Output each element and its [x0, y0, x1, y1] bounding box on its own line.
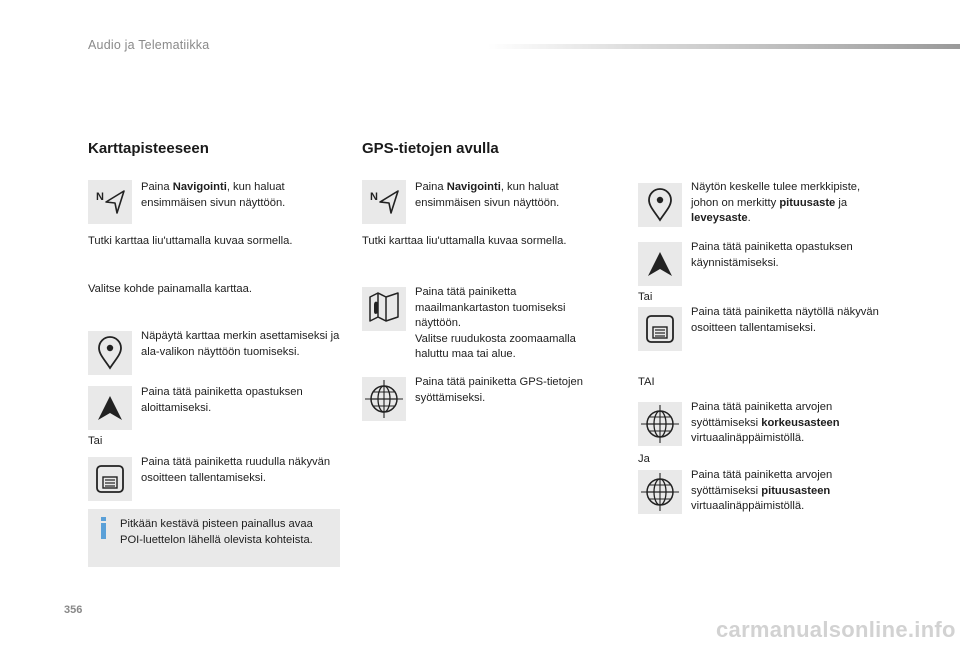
right-step3: Paina tätä painiketta näytöllä näkyvän osoitteen tallentamiseksi. [691, 306, 879, 334]
header-bar [488, 44, 960, 49]
left-step4: Näpäytä karttaa merkin asettamiseksi ja ala-valikon näyttöön tuomiseksi. [141, 330, 340, 358]
start-guidance-icon [638, 242, 682, 286]
middle-step4: Paina tätä painiketta GPS-tietojen syöttämiseksi. [415, 376, 583, 404]
watermark: carmanualsonline.info [716, 617, 956, 642]
svg-text:N: N [370, 191, 378, 203]
start-guidance-icon [88, 386, 132, 430]
navigation-icon [88, 180, 132, 224]
right-step4: Paina tätä painiketta arvojen syöttämiseksi korkeusasteen virtuaalinäppäimistöllä. [691, 401, 840, 444]
middle-step3: Paina tätä painiketta maailmankartaston tuomiseksi näyttöön. Valitse ruudukosta zoomaamalla haluttu maa tai alue. [415, 286, 576, 360]
middle-heading: GPS-tietojen avulla [362, 140, 499, 157]
info-icon [100, 517, 108, 539]
right-step2: Paina tätä painiketta opastuksen käynnistämiseksi. [691, 241, 853, 269]
map-pin-icon [88, 331, 132, 375]
right-and: Ja [638, 453, 650, 465]
page-number: 356 [64, 604, 83, 616]
right-or1: Tai [638, 291, 653, 303]
world-map-icon [362, 287, 406, 331]
save-icon [638, 307, 682, 351]
right-step1: Näytön keskelle tulee merkkipiste, johon on merkitty pituusaste ja leveysaste. [691, 181, 861, 224]
globe-icon [638, 470, 682, 514]
right-or2: TAI [638, 376, 655, 388]
middle-step2: Tutki karttaa liu'uttamalla kuvaa sormella. [362, 235, 567, 247]
left-heading: Karttapisteeseen [88, 140, 209, 157]
globe-icon [362, 377, 406, 421]
globe-icon [638, 402, 682, 446]
left-or: Tai [88, 435, 103, 447]
navigation-icon [362, 180, 406, 224]
left-step2: Tutki karttaa liu'uttamalla kuvaa sormella. [88, 235, 293, 247]
svg-text:N: N [96, 191, 104, 203]
left-step5: Paina tätä painiketta opastuksen aloittamiseksi. [141, 386, 303, 414]
left-step6: Paina tätä painiketta ruudulla näkyvän osoitteen tallentamiseksi. [141, 456, 331, 484]
save-icon [88, 457, 132, 501]
left-step1: Paina Navigointi, kun haluat ensimmäisen sivun näyttöön. [141, 181, 286, 209]
info-text: Pitkään kestävä pisteen painallus avaa POI-luettelon lähellä olevista kohteista. [120, 518, 313, 546]
middle-step1: Paina Navigointi, kun haluat ensimmäisen sivun näyttöön. [415, 181, 560, 209]
map-pin-icon [638, 183, 682, 227]
right-step5: Paina tätä painiketta arvojen syöttämiseksi pituusasteen virtuaalinäppäimistöllä. [691, 469, 833, 512]
left-step3: Valitse kohde painamalla karttaa. [88, 283, 252, 295]
header-title: Audio ja Telematiikka [88, 38, 210, 52]
